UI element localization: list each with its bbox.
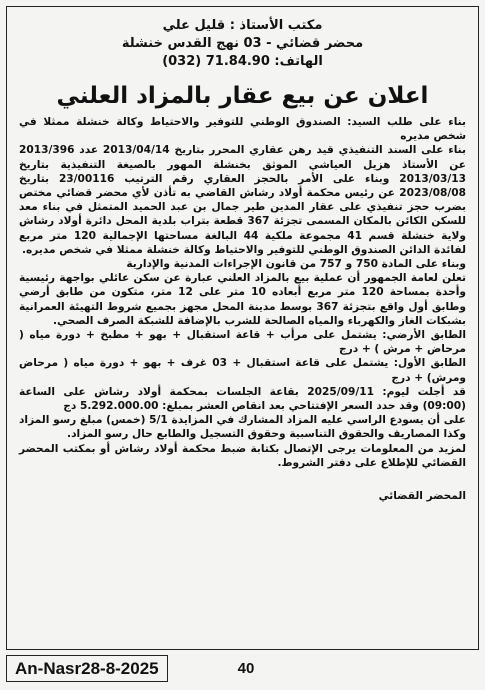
office-header [19,17,466,71]
office-name: مكتب الأستاذ : قليل علي [162,18,323,33]
notice-title: اعلان عن بيع عقار بالمزاد العلني [56,83,429,109]
paragraph-date-price: قد أجلت ليوم: 2025/09/11 بقاعة الجلسات بمحكمة أولاد رشاش على الساعة (09:00) وقد حدد السعر الإفتتاحي بعد انقاص العشر بمبلغ: 5.292.000.00 دج [19,385,466,413]
paragraph-contact: لمزيد من المعلومات يرجى الإتصال بكتابة ضبط محكمة أولاد رشاش أو بمكتب المحضر القضائي للإطلاع على دفتر الشروط. [19,442,466,469]
paragraph-articles: وبناء على المادة 750 و 757 من قانون الإجراءات المدنية والإدارية [126,258,466,271]
office-phone: الهاتف: 71.84.90 (032) [162,54,323,69]
paragraph-first-floor: الطابق الأول: يشتمل على قاعة استقبال + 03 غرف + بهو + دورة مياه ( مرحاض ومرش) + درج [19,357,466,384]
page-number: 40 [237,659,255,677]
notice-body [19,115,466,470]
signature: المحضر القضائي [378,490,466,503]
paragraph-legal-basis: بناء على السند التنفيذي قيد رهن عقاري المحرر بتاريخ 2013/04/14 عدد 2013/396 عن الأستاذ هزيل العياشي الموثق بخنشلة المهور بالصيغة التنفيذية بتاريخ 2013/03/13 وبناء على الأمر بالحجز العقاري رقم الترتيب 23/00116 بتاريخ 2023/08/08 عن رئيس محكمة أولاد رشاش القاضي به تأذن لأي محضر قضائي مختص بضرب حجز تنفيذي على عقار المدين طير جمال بن عبد الحميد المتمثل في بناء معد للسكن الكائن بالمكان المسمى تجزئة 367 قطعة بتراب بلدية المحل دائرة أولاد رشاش ولاية خنشلة قسم 41 مجموعة ملكية 44 البالغة مساحتها الإجمالية 120 متر مربع لفائدة الدائن الصندوق الوطني للتوفير والاحتياط وكالة خنشلة ممثلا في شخص مديره. [19,144,466,256]
paragraph-request: بناء على طلب السيد: الصندوق الوطني للتوفير والاحتياط وكالة خنشلة ممثلا في شخص مديره [19,116,466,143]
paragraph-deposit: على أن يسودع الراسي عليه المزاد المشارك في المزايدة 5/1 (خمس) مبلغ رسو المزاد وكذا المصاريف والحقوق التناسبية وحقوق التسجيل والطابع حال رسو المزاد. [19,414,466,441]
publication-date: An-Nasr28-8-2025 [6,655,168,682]
office-address: محضر قضائي - 03 نهج القدس خنشلة [121,36,364,51]
paragraph-announcement: تعلن لعامة الجمهور أن عملية بيع بالمزاد العلني عبارة عن سكن عائلي بواجهة رئيسية وأحدة بمساحة 120 متر مربع أبعاده 10 متر على 12 متر، متكون من طابق أرضي وطابق أول واقع بتجزئة 367 بوسط مدينة المحل مجهز بجميع شروط التهيئة العمرانية بشبكات الغاز والكهرباء والمياه الصالحة للشرب بالإضافة للشبكة الصرف الصحي. [19,272,466,327]
paragraph-ground-floor: الطابق الأرضي: يشتمل على مرأب + قاعة استقبال + بهو + مطبخ + دورة مياه ( مرحاض + مرش ) + درج [19,329,466,356]
notice-frame [6,6,479,650]
page-footer [6,652,479,684]
